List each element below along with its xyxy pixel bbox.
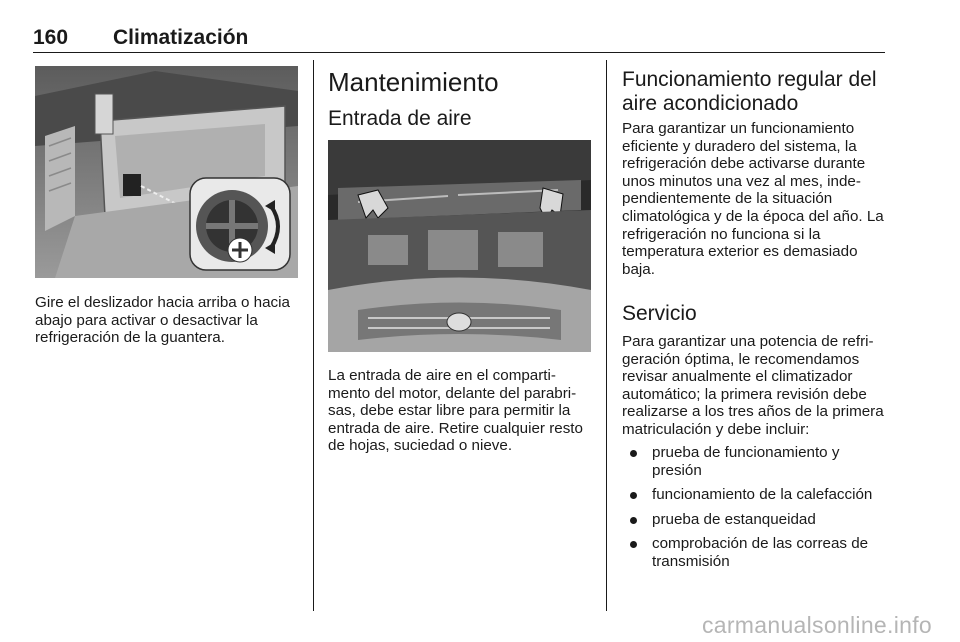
air-inlet-heading: Entrada de aire: [328, 107, 472, 130]
engine-bay-figure: [328, 140, 591, 352]
air-inlet-paragraph: La entrada de aire en el comparti-mento del motor, delante del parabri-sas, debe estar libre para permitir la entrada de aire. Retire cualquier resto de hojas, suciedad o nieve.: [328, 367, 583, 455]
bullet-icon: [630, 450, 637, 457]
list-item: funcionamiento de la calefacción: [622, 486, 887, 504]
header-rule: [33, 52, 885, 53]
column-divider-1: [313, 60, 314, 611]
list-item: prueba de estanqueidad: [622, 511, 887, 529]
bullet-icon: [630, 492, 637, 499]
glovebox-caption: Gire el deslizador hacia arriba o hacia abajo para activar o desactivar la refrigeración de la guantera.: [35, 294, 290, 347]
bullet-icon: [630, 541, 637, 548]
column-divider-2: [606, 60, 607, 611]
page-header: [33, 26, 885, 52]
ac-regular-operation-heading: Funcionamiento regular del aire acondicionado: [622, 68, 877, 115]
glovebox-cooling-slider-icon: [35, 66, 298, 278]
page-number: 160: [33, 26, 69, 49]
section-title: Climatización: [113, 26, 249, 49]
service-heading: Servicio: [622, 302, 697, 325]
service-checklist: [622, 444, 887, 578]
engine-bay-air-inlet-icon: [328, 140, 591, 352]
service-paragraph: Para garantizar una potencia de refri-geración óptima, le recomendamos revisar anualmente el climatizador automático; la primera revisión debe realizarse a los tres años de la primera matriculación y debe incluir:: [622, 333, 884, 438]
ac-operation-paragraph: Para garantizar un funcionamiento eficiente y duradero del sistema, la refrigeración debe activarse durante unos minutos una vez al mes, inde-pendientemente de la situación climatológica y de la época del año. La refrigeración no funciona si la temperatura exterior es demasiado baja.: [622, 120, 884, 278]
list-item: prueba de funcionamiento y presión: [622, 444, 887, 479]
glovebox-figure: [35, 66, 298, 278]
watermark: carmanualsonline.info: [701, 612, 932, 638]
list-item: comprobación de las correas de transmisión: [622, 535, 887, 570]
bullet-icon: [630, 517, 637, 524]
maintenance-heading: Mantenimiento: [328, 67, 499, 97]
